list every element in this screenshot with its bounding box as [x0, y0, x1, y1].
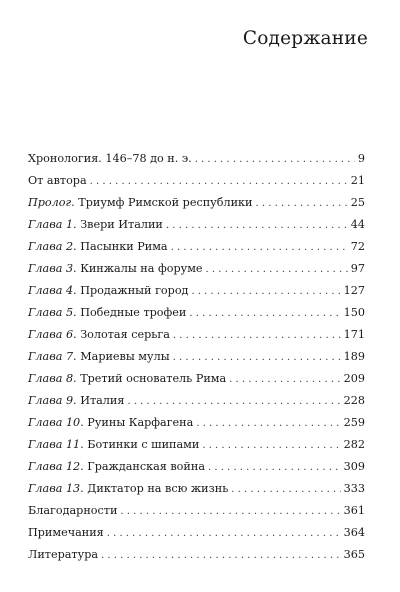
toc-entry-text: Благодарности: [28, 504, 118, 517]
toc-entry-page-number: 189: [343, 350, 365, 363]
toc-entry[interactable]: [28, 544, 365, 566]
toc-entry-title: [28, 214, 163, 236]
dot-leader: [196, 413, 340, 435]
toc-entry-text: Победные трофеи: [80, 306, 187, 319]
toc-entry-title: [28, 236, 168, 258]
toc-entry-prefix: Глава 2.: [28, 240, 77, 253]
dot-leader: [173, 347, 341, 369]
toc-entry-text: Третий основатель Рима: [80, 372, 227, 385]
table-of-contents: [28, 148, 365, 566]
dot-leader: [107, 523, 341, 545]
toc-entry-title: [28, 170, 87, 192]
toc-entry-prefix: Глава 6.: [28, 328, 77, 341]
toc-entry-page-number: 333: [343, 482, 365, 495]
toc-entry[interactable]: [28, 456, 365, 478]
toc-entry-prefix: Глава 9.: [28, 394, 77, 407]
toc-entry-prefix: Глава 13.: [28, 482, 84, 495]
toc-entry-text: Золотая серьга: [80, 328, 170, 341]
toc-entry-title: [28, 390, 124, 412]
toc-entry-page-number: 25: [350, 196, 365, 209]
toc-entry[interactable]: [28, 390, 365, 412]
toc-entry[interactable]: [28, 478, 365, 500]
dot-leader: [173, 325, 341, 347]
toc-entry[interactable]: [28, 280, 365, 302]
toc-entry[interactable]: [28, 522, 365, 544]
toc-entry-title: [28, 522, 104, 544]
toc-entry-page-number: 228: [343, 394, 365, 407]
toc-entry[interactable]: [28, 368, 365, 390]
toc-entry-text: Руины Карфагена: [87, 416, 194, 429]
toc-entry-prefix: Глава 7.: [28, 350, 77, 363]
toc-entry-text: Ботинки с шипами: [87, 438, 200, 451]
toc-entry-page-number: 97: [350, 262, 365, 275]
toc-entry[interactable]: [28, 500, 365, 522]
toc-entry-text: Кинжалы на форуме: [80, 262, 203, 275]
toc-entry-prefix: Глава 4.: [28, 284, 77, 297]
toc-entry-text: От автора: [28, 174, 87, 187]
toc-entry-page-number: 171: [343, 328, 365, 341]
toc-entry-prefix: Глава 10.: [28, 416, 84, 429]
toc-entry-title: [28, 302, 186, 324]
toc-entry-text: Звери Италии: [80, 218, 163, 231]
dot-leader: [90, 171, 348, 193]
toc-entry-text: Хронология. 146–78 до н. э.: [28, 152, 192, 165]
dot-leader: [171, 237, 348, 259]
dot-leader: [120, 501, 340, 523]
toc-entry-title: [28, 434, 199, 456]
toc-entry-page-number: 361: [343, 504, 365, 517]
toc-entry-page-number: 127: [343, 284, 365, 297]
toc-entry-text: Примечания: [28, 526, 104, 539]
toc-entry-prefix: Пролог.: [28, 196, 75, 209]
dot-leader: [191, 281, 340, 303]
toc-entry[interactable]: [28, 170, 365, 192]
toc-entry-title: [28, 280, 188, 302]
toc-entry-title: [28, 258, 203, 280]
dot-leader: [101, 545, 341, 567]
toc-entry[interactable]: [28, 434, 365, 456]
dot-leader: [195, 149, 355, 171]
dot-leader: [127, 391, 340, 413]
page-title: Содержание: [242, 28, 368, 49]
toc-entry[interactable]: [28, 346, 365, 368]
toc-entry-page-number: 365: [343, 548, 365, 561]
toc-entry[interactable]: [28, 324, 365, 346]
dot-leader: [189, 303, 340, 325]
toc-entry-text: Диктатор на всю жизнь: [87, 482, 229, 495]
toc-entry-page-number: 309: [343, 460, 365, 473]
dot-leader: [206, 259, 348, 281]
toc-entry-title: [28, 500, 117, 522]
dot-leader: [202, 435, 340, 457]
toc-entry-page-number: 44: [350, 218, 365, 231]
toc-entry-page-number: 9: [357, 152, 365, 165]
dot-leader: [229, 369, 340, 391]
toc-entry[interactable]: [28, 236, 365, 258]
toc-entry[interactable]: [28, 192, 365, 214]
toc-entry-page-number: 364: [343, 526, 365, 539]
toc-entry[interactable]: [28, 258, 365, 280]
toc-entry-title: [28, 346, 170, 368]
toc-entry-title: [28, 456, 205, 478]
toc-entry-title: [28, 412, 193, 434]
toc-entry-title: [28, 544, 98, 566]
dot-leader: [256, 193, 348, 215]
toc-entry-page-number: 209: [343, 372, 365, 385]
toc-entry-title: [28, 368, 226, 390]
toc-entry-title: [28, 148, 192, 170]
toc-entry-page-number: 72: [350, 240, 365, 253]
toc-entry-prefix: Глава 5.: [28, 306, 77, 319]
toc-entry-title: [28, 324, 170, 346]
toc-entry-prefix: Глава 12.: [28, 460, 84, 473]
toc-entry-page-number: 21: [350, 174, 365, 187]
toc-entry-page-number: 282: [343, 438, 365, 451]
toc-entry[interactable]: [28, 302, 365, 324]
toc-entry-page-number: 150: [343, 306, 365, 319]
toc-entry-prefix: Глава 11.: [28, 438, 84, 451]
toc-entry-text: Мариевы мулы: [80, 350, 170, 363]
toc-entry-text: Триумф Римской республики: [78, 196, 253, 209]
toc-entry-prefix: Глава 1.: [28, 218, 77, 231]
toc-entry[interactable]: [28, 214, 365, 236]
toc-entry-text: Литература: [28, 548, 99, 561]
toc-entry-text: Продажный город: [80, 284, 189, 297]
toc-entry[interactable]: [28, 412, 365, 434]
toc-entry-text: Пасынки Рима: [80, 240, 168, 253]
toc-entry[interactable]: [28, 148, 365, 170]
toc-entry-text: Гражданская война: [87, 460, 206, 473]
toc-entry-text: Италия: [80, 394, 125, 407]
toc-entry-title: [28, 192, 253, 214]
dot-leader: [231, 479, 340, 501]
toc-entry-page-number: 259: [343, 416, 365, 429]
dot-leader: [166, 215, 348, 237]
toc-entry-prefix: Глава 8.: [28, 372, 77, 385]
toc-entry-prefix: Глава 3.: [28, 262, 77, 275]
dot-leader: [208, 457, 341, 479]
toc-entry-title: [28, 478, 228, 500]
